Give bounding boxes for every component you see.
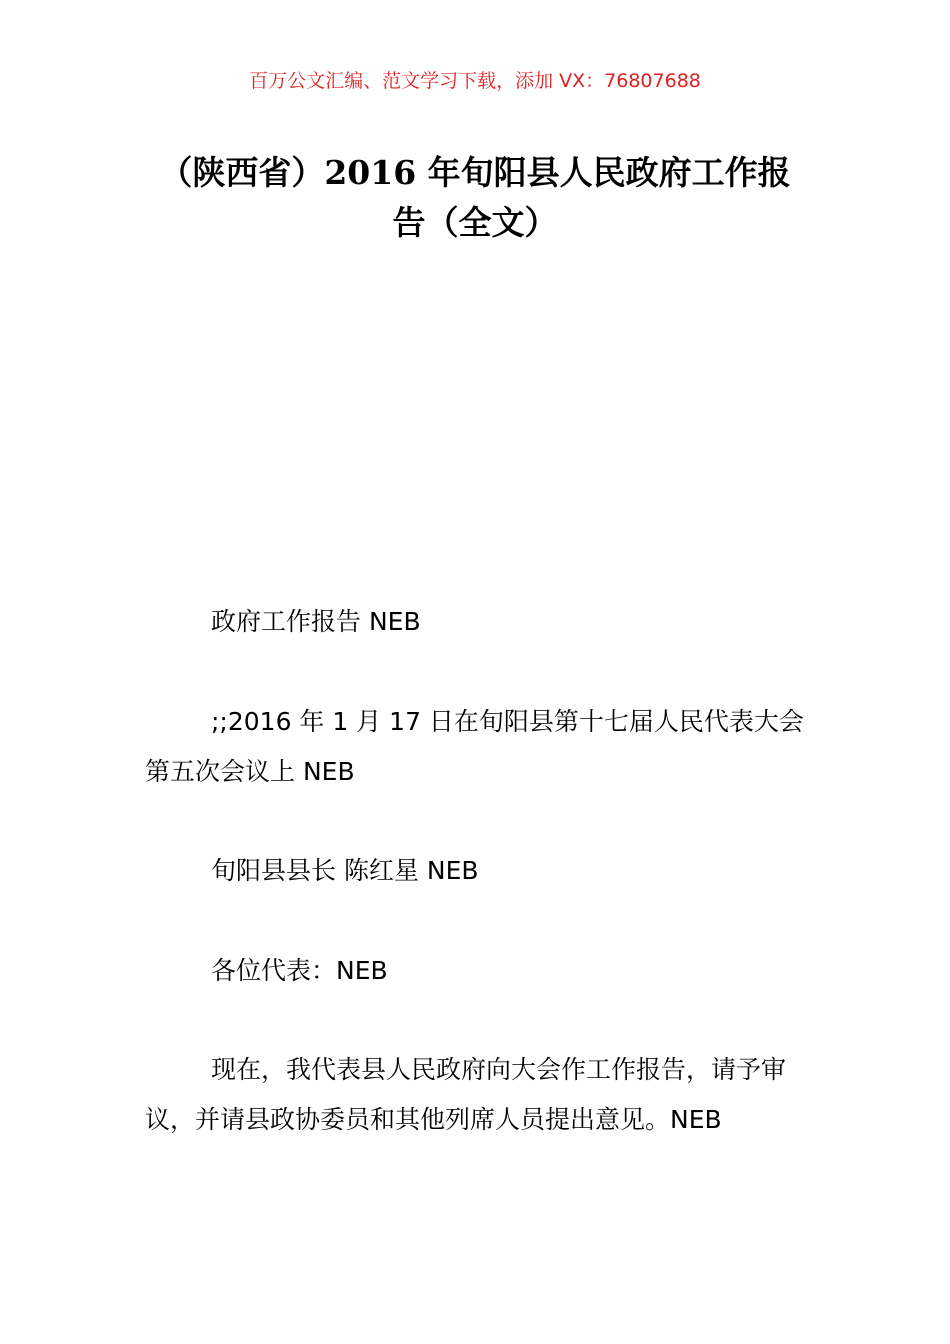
paragraph-meeting-info: ;;2016 年 1 月 17 日在旬阳县第十七届人民代表大会第五次会议上 NEB — [145, 707, 804, 786]
paragraph-salutation: 各位代表：NEB — [211, 956, 388, 985]
paragraph-report-label: 政府工作报告 NEB — [211, 607, 421, 636]
paragraph-speaker: 旬阳县县长 陈红星 NEB — [211, 856, 479, 885]
paragraph-opening: 现在，我代表县人民政府向大会作工作报告，请予审议，并请县政协委员和其他列席人员提出意见。NEB — [145, 1055, 787, 1134]
header-banner: 百万公文汇编、范文学习下载，添加 VX：76807688 — [249, 70, 701, 92]
document-title: （陕西省）2016 年旬阳县人民政府工作报告（全文） — [159, 153, 791, 242]
